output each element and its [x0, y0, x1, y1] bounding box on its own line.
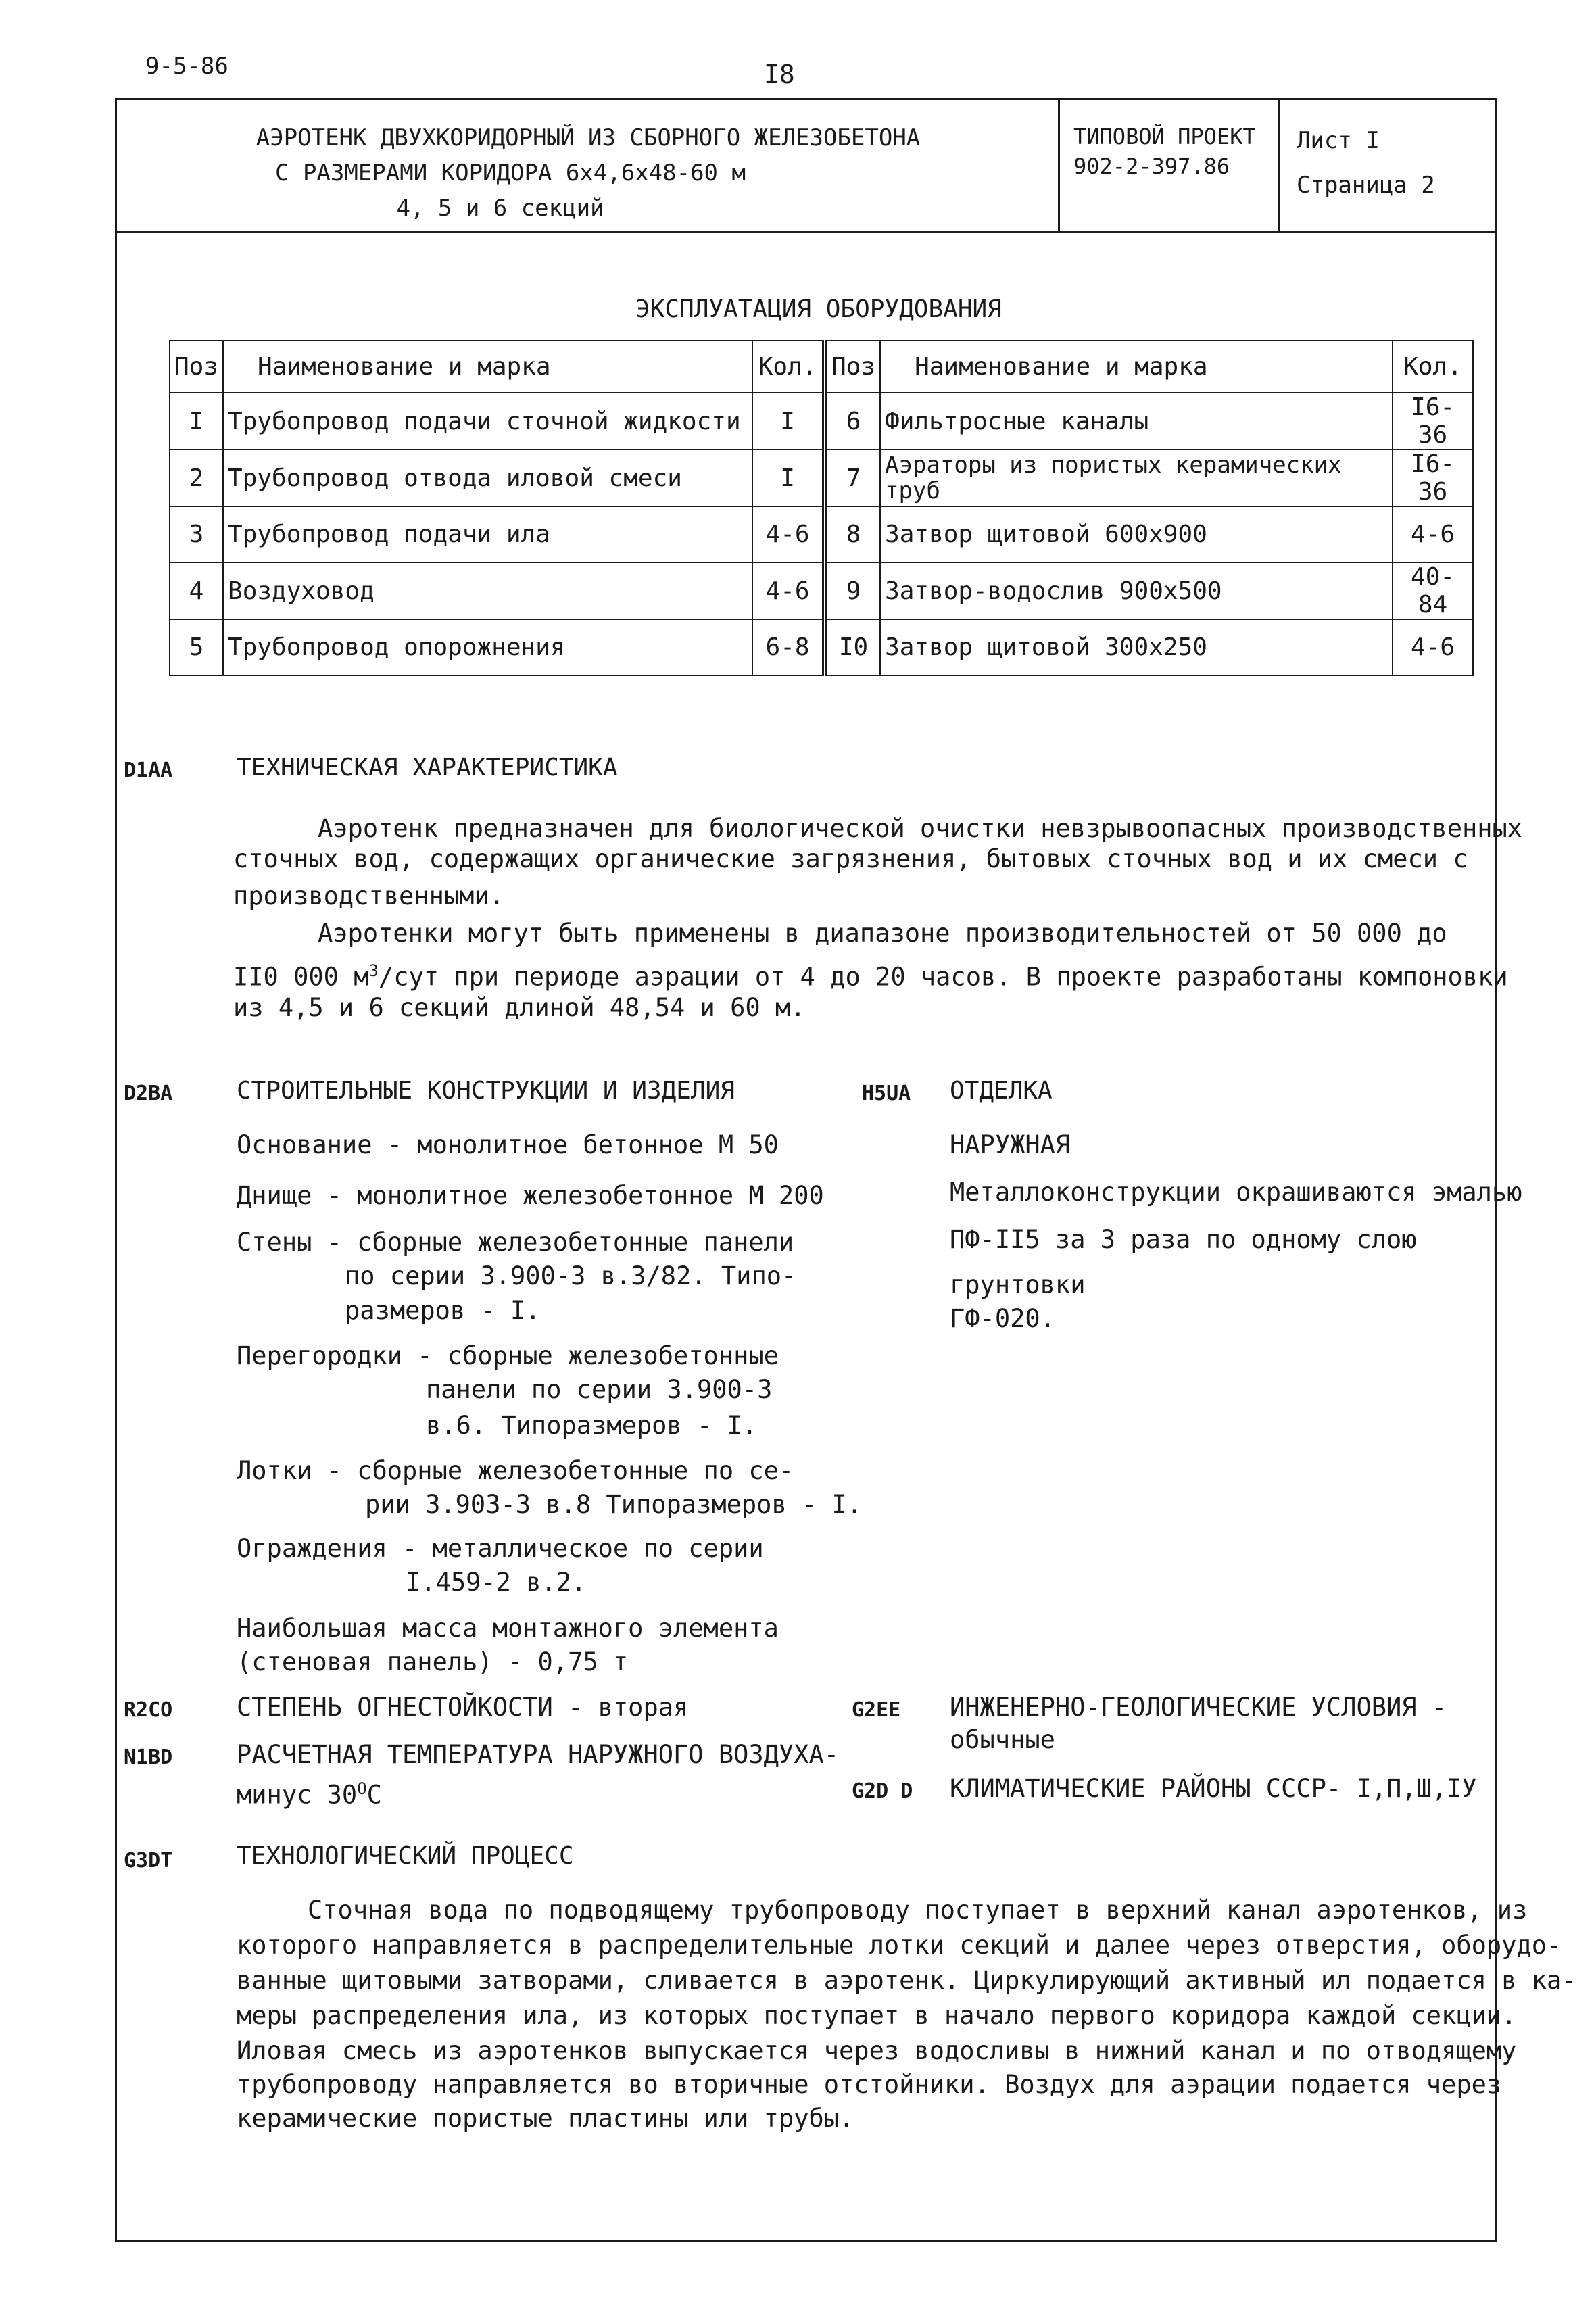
climate-text: КЛИМАТИЧЕСКИЕ РАЙОНЫ СССР- I,П,Ш,IУ — [950, 1774, 1477, 1803]
row-qty: 6-8 — [752, 619, 825, 675]
row-pos-2: 6 — [825, 393, 880, 450]
project-block — [1073, 122, 1256, 181]
geology-line-1: ИНЖЕНЕРНО-ГЕОЛОГИЧЕСКИЕ УСЛОВИЯ - — [950, 1693, 1447, 1722]
row-name-2: Аэраторы из пористых керамических труб — [880, 450, 1393, 506]
geology-code: G2EE — [852, 1698, 901, 1722]
row-name: Воздуховод — [223, 562, 752, 619]
construction-heading: СТРОИТЕЛЬНЫЕ КОНСТРУКЦИИ И ИЗДЕЛИЯ — [237, 1077, 735, 1105]
project-label: ТИПОВОЙ ПРОЕКТ — [1073, 124, 1256, 149]
tech-line-5-superscript: 3 — [368, 961, 379, 980]
col-name: Наименование и марка — [223, 341, 752, 393]
temperature-line-2 — [237, 1771, 382, 1812]
page-label: Страница 2 — [1297, 172, 1435, 199]
row-qty: I — [752, 393, 825, 450]
fire-text: СТЕПЕНЬ ОГНЕСТОЙКОСТИ - вторая — [237, 1693, 689, 1722]
row-qty-2: I6-36 — [1393, 393, 1473, 450]
construction-item-3: Стены - сборные железобетонные панели — [237, 1228, 794, 1257]
climate-code: G2D D — [852, 1779, 913, 1803]
construction-item-4b: панели по серии 3.900-3 — [426, 1375, 773, 1404]
row-name: Трубопровод опорожнения — [223, 619, 752, 675]
construction-item-2: Днище - монолитное железобетонное М 200 — [237, 1181, 824, 1210]
header-divider-2 — [1278, 98, 1280, 233]
row-name-2: Затвор щитовой 300х250 — [880, 619, 1393, 675]
temperature-line-1: РАСЧЕТНАЯ ТЕМПЕРАТУРА НАРУЖНОГО ВОЗДУХА- — [237, 1740, 840, 1769]
finishing-code: H5UA — [862, 1082, 911, 1105]
process-line-5: Иловая смесь из аэротенков выпускается через водосливы в нижний канал и по отводящему — [237, 2036, 1517, 2065]
construction-item-1: Основание - монолитное бетонное М 50 — [237, 1130, 779, 1159]
construction-item-3b: по серии 3.900-3 в.3/82. Типо- — [345, 1261, 797, 1290]
row-pos-2: 9 — [825, 562, 880, 619]
finishing-line-3: грунтовки — [950, 1270, 1086, 1299]
table-header-row — [170, 341, 1473, 393]
project-number: 902-2-397.86 — [1073, 153, 1230, 179]
tech-line-5 — [233, 953, 1508, 994]
row-pos: 4 — [170, 562, 223, 619]
fire-code: R2CO — [124, 1698, 173, 1722]
row-pos: 3 — [170, 506, 223, 562]
construction-item-3c: размеров - I. — [345, 1296, 541, 1325]
tech-code: D1AA — [124, 758, 173, 782]
header-bottom-rule — [115, 231, 1495, 233]
tech-line-3: производственными. — [233, 882, 504, 911]
finishing-line-4: ГФ-020. — [950, 1304, 1055, 1333]
construction-item-7: Наибольшая масса монтажного элемента — [237, 1614, 779, 1643]
page-number: I8 — [764, 59, 795, 89]
header-title-line-3: 4, 5 и 6 секций — [396, 195, 604, 222]
sheet-label: Лист I — [1297, 127, 1380, 154]
document-date: 9-5-86 — [145, 53, 228, 80]
col-pos: Поз — [170, 341, 223, 393]
row-qty-2: 40-84 — [1393, 562, 1473, 619]
col-qty-2: Кол. — [1393, 341, 1473, 393]
degree-superscript: O — [357, 1779, 367, 1798]
process-line-3: ванные щитовыми затворами, сливается в аэротенк. Циркулирующий активный ил подается в ка- — [237, 1966, 1577, 1995]
process-line-4: меры распределения ила, из которых поступает в начало первого коридора каждой секции. — [237, 2001, 1517, 2030]
finishing-heading: ОТДЕЛКА — [950, 1077, 1053, 1105]
row-pos: 5 — [170, 619, 223, 675]
construction-item-7b: (стеновая панель) - 0,75 т — [237, 1647, 629, 1676]
row-qty: 4-6 — [752, 562, 825, 619]
row-name: Трубопровод отвода иловой смеси — [223, 450, 752, 506]
row-pos-2: 7 — [825, 450, 880, 506]
construction-code: D2BA — [124, 1082, 173, 1105]
row-name-2: Затвор-водослив 900х500 — [880, 562, 1393, 619]
row-qty: 4-6 — [752, 506, 825, 562]
table-row — [170, 450, 1473, 506]
construction-item-5: Лотки - сборные железобетонные по се- — [237, 1456, 794, 1485]
table-row — [170, 506, 1473, 562]
row-qty-2: 4-6 — [1393, 506, 1473, 562]
construction-item-5b: рии 3.903-3 в.8 Типоразмеров - I. — [365, 1490, 863, 1519]
construction-item-6: Ограждения - металлическое по серии — [237, 1534, 764, 1563]
construction-item-6b: I.459-2 в.2. — [406, 1568, 587, 1597]
table-row — [170, 562, 1473, 619]
process-line-6: трубопроводу направляется во вторичные отстойники. Воздух для аэрации подается через — [237, 2070, 1502, 2099]
tech-line-6: из 4,5 и 6 секций длиной 48,54 и 60 м. — [233, 993, 806, 1022]
row-qty-2: I6-36 — [1393, 450, 1473, 506]
row-name-2: Затвор щитовой 600х900 — [880, 506, 1393, 562]
row-name: Трубопровод подачи сточной жидкости — [223, 393, 752, 450]
finishing-line-1: Металлоконструкции окрашиваются эмалью — [950, 1178, 1522, 1207]
geology-line-2: обычные — [950, 1725, 1055, 1754]
row-pos: I — [170, 393, 223, 450]
finishing-line-2: ПФ-II5 за 3 раза по одному слою — [950, 1225, 1417, 1254]
finishing-subtitle: НАРУЖНАЯ — [950, 1130, 1071, 1159]
construction-item-4c: в.6. Типоразмеров - I. — [426, 1411, 758, 1440]
tech-line-5-end: /сут при периоде аэрации от 4 до 20 часов. В проекте разработаны компоновки — [378, 962, 1508, 992]
col-name-2: Наименование и марка — [880, 341, 1393, 393]
equipment-table-title: ЭКСПЛУАТАЦИЯ ОБОРУДОВАНИЯ — [635, 295, 1002, 323]
process-heading: ТЕХНОЛОГИЧЕСКИЙ ПРОЦЕСС — [237, 1842, 574, 1870]
row-pos-2: I0 — [825, 619, 880, 675]
row-pos-2: 8 — [825, 506, 880, 562]
header-title-block — [135, 120, 1041, 226]
row-name-2: Фильтросные каналы — [880, 393, 1393, 450]
sheet-block — [1297, 118, 1435, 208]
process-code: G3DT — [124, 1849, 173, 1873]
tech-line-1: Аэротенк предназначен для биологической очистки невзрывоопасных производственных — [318, 814, 1523, 843]
col-pos-2: Поз — [825, 341, 880, 393]
header-title-line-1: АЭРОТЕНК ДВУХКОРИДОРНЫЙ ИЗ СБОРНОГО ЖЕЛЕЗОБЕТОНА — [256, 124, 921, 151]
temperature-unit: С — [366, 1780, 382, 1810]
row-qty: I — [752, 450, 825, 506]
header-divider-1 — [1058, 98, 1060, 233]
tech-line-4: Аэротенки могут быть применены в диапазоне производительностей от 50 000 до — [318, 919, 1447, 948]
header-title-line-2: С РАЗМЕРАМИ КОРИДОРА 6х4,6х48-60 м — [275, 160, 746, 187]
tech-heading: ТЕХНИЧЕСКАЯ ХАРАКТЕРИСТИКА — [237, 754, 618, 781]
row-name: Трубопровод подачи ила — [223, 506, 752, 562]
tech-line-5-start: II0 000 м — [233, 962, 369, 992]
row-pos: 2 — [170, 450, 223, 506]
row-qty-2: 4-6 — [1393, 619, 1473, 675]
equipment-table — [169, 340, 1474, 676]
process-line-7: керамические пористые пластины или трубы. — [237, 2104, 854, 2133]
temperature-code: N1BD — [124, 1745, 173, 1769]
table-row — [170, 619, 1473, 675]
temperature-value: минус 30 — [237, 1780, 358, 1810]
construction-item-4: Перегородки - сборные железобетонные — [237, 1341, 779, 1370]
process-line-2: которого направляется в распределительные лотки секций и далее через отверстия, оборудо- — [237, 1931, 1562, 1960]
tech-line-2: сточных вод, содержащих органические загрязнения, бытовых сточных вод и их смеси с — [233, 844, 1468, 873]
process-line-1: Сточная вода по подводящему трубопроводу поступает в верхний канал аэротенков, из — [308, 1896, 1528, 1925]
table-row — [170, 393, 1473, 450]
col-qty: Кол. — [752, 341, 825, 393]
